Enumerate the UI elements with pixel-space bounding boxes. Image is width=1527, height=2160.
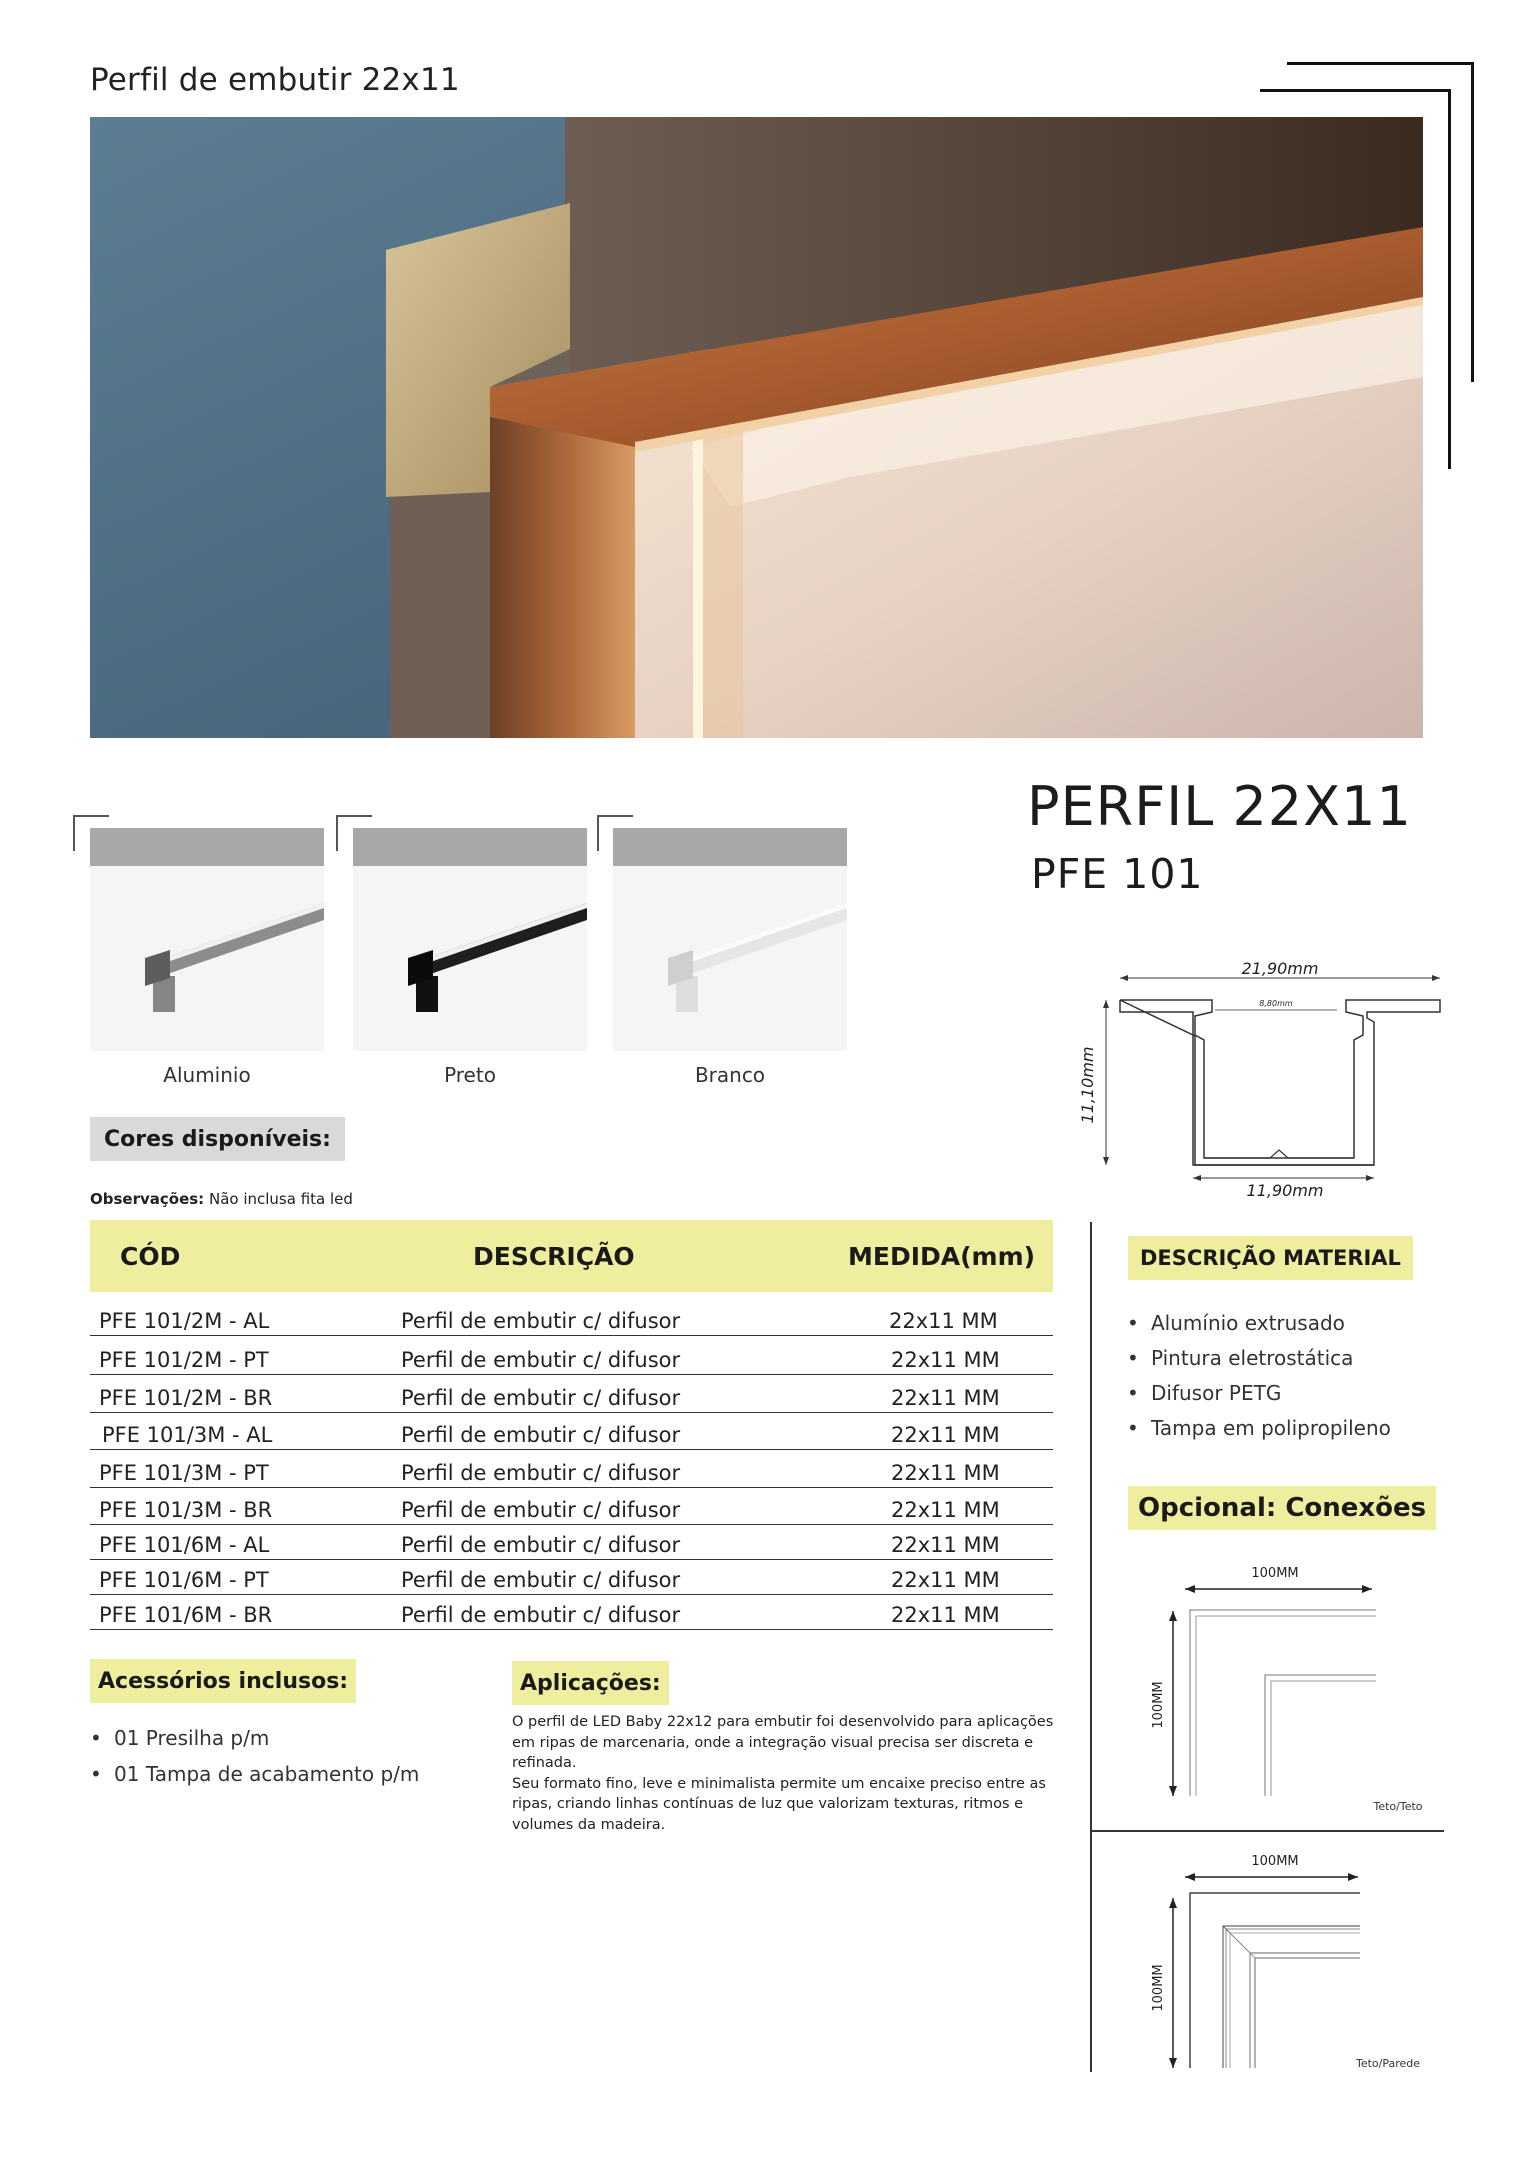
row-size: 22x11 MM [891,1348,1000,1372]
row-description: Perfil de embutir c/ difusor [401,1603,681,1627]
row-size: 22x11 MM [891,1568,1000,1592]
row-code: PFE 101/3M - BR [99,1498,273,1522]
accessories-title: Acessórios inclusos: [90,1659,356,1703]
notes [90,1190,353,1208]
table-row [90,1533,1053,1560]
row-description: Perfil de embutir c/ difusor [401,1423,681,1447]
material-list [1127,1306,1391,1446]
row-code: PFE 101/6M - BR [99,1603,273,1627]
list-item: • Alumínio extrusado [1127,1306,1391,1341]
row-size: 22x11 MM [891,1533,1000,1557]
row-code: PFE 101/2M - BR [99,1386,273,1410]
row-description: Perfil de embutir c/ difusor [401,1568,681,1592]
dim-label: 100MM [1151,1964,1166,2012]
colors-title: Cores disponíveis: [90,1117,345,1161]
applications-title: Aplicações: [512,1661,669,1705]
list-item: • 01 Presilha p/m [90,1720,419,1756]
header-description: DESCRIÇÃO [473,1242,635,1271]
dim-height: 11,10mm [1078,1046,1097,1124]
row-description: Perfil de embutir c/ difusor [401,1386,681,1410]
accessories-list [90,1720,419,1792]
row-description: Perfil de embutir c/ difusor [401,1348,681,1372]
row-code: PFE 101/3M - AL [102,1423,273,1447]
dim-width-top: 21,90mm [1241,960,1319,978]
row-description: Perfil de embutir c/ difusor [401,1461,681,1485]
applications-text [512,1712,1057,1835]
swatch-preto [353,828,587,1051]
table-row [90,1386,1053,1413]
connection-diagram-teto-parede [1150,1848,1440,2078]
hero-image [90,117,1423,738]
dim-label: 100MM [1251,1854,1299,1869]
swatch-aluminio [90,828,324,1051]
list-item: • Pintura eletrostática [1127,1341,1391,1376]
connection-caption: Teto/Teto [1373,1800,1423,1813]
swatch-label: Branco [694,1063,766,1087]
row-description: Perfil de embutir c/ difusor [401,1498,681,1522]
row-code: PFE 101/2M - AL [99,1309,270,1333]
page-title: Perfil de embutir 22x11 [90,62,460,98]
list-item: • Tampa em polipropileno [1127,1411,1391,1446]
section-divider [1090,1830,1444,1832]
list-item: • 01 Tampa de acabamento p/m [90,1756,419,1792]
connection-caption: Teto/Parede [1355,2057,1421,2070]
applications-paragraph: O perfil de LED Baby 22x12 para embutir foi desenvolvido para aplicações em ripas de marcenaria, onde a integração visual precisa ser discreta e refinada. [512,1714,1054,1771]
product-code: PFE 101 [1031,850,1204,898]
table-row [90,1461,1053,1488]
connection-diagram-teto-teto [1150,1560,1440,1822]
row-size: 22x11 MM [891,1461,1000,1485]
header-code: CÓD [120,1242,181,1271]
row-code: PFE 101/6M - PT [99,1568,269,1592]
row-description: Perfil de embutir c/ difusor [401,1533,681,1557]
table-row [90,1348,1053,1375]
profile-diagram [1075,960,1455,1200]
row-description: Perfil de embutir c/ difusor [401,1309,681,1333]
row-code: PFE 101/6M - AL [99,1533,270,1557]
dim-label: 100MM [1151,1681,1166,1729]
table-header [90,1220,1053,1292]
applications-paragraph: Seu formato fino, leve e minimalista permite um encaixe preciso entre as ripas, criando linhas contínuas de luz que valorizam texturas, ritmos e volumes da madeira. [512,1775,1046,1833]
table-row [90,1309,1053,1336]
optional-title: Opcional: Conexões [1128,1486,1436,1530]
swatch-label: Preto [444,1063,496,1087]
row-size: 22x11 MM [891,1386,1000,1410]
row-code: PFE 101/2M - PT [99,1348,269,1372]
swatch-branco [613,828,847,1051]
row-size: 22x11 MM [889,1309,998,1333]
material-title: DESCRIÇÃO MATERIAL [1128,1236,1413,1280]
table-row [90,1603,1053,1630]
dim-inner-width: 8,80mm [1259,999,1293,1008]
dim-label: 100MM [1251,1566,1299,1581]
header-size: MEDIDA(mm) [848,1242,1036,1271]
table-row [90,1423,1053,1450]
swatch-label: Aluminio [163,1063,251,1087]
notes-label: Observações: [90,1190,205,1208]
table-row [90,1498,1053,1525]
dim-width-bottom: 11,90mm [1246,1181,1324,1200]
table-row [90,1568,1053,1595]
row-size: 22x11 MM [891,1498,1000,1522]
notes-text: Não inclusa fita led [208,1190,353,1208]
list-item: • Difusor PETG [1127,1376,1391,1411]
product-title: PERFIL 22X11 [1027,775,1412,838]
column-divider [1090,1222,1092,2072]
row-code: PFE 101/3M - PT [99,1461,269,1485]
row-size: 22x11 MM [891,1423,1000,1447]
row-size: 22x11 MM [891,1603,1000,1627]
